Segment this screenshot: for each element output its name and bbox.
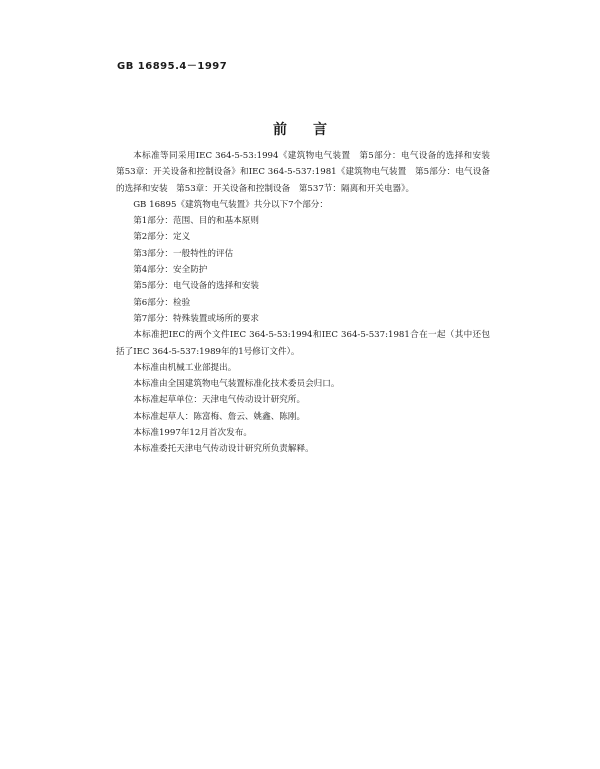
list-item: 第4部分：安全防护 xyxy=(133,265,208,276)
list-item: 第5部分：电气设备的选择和安装 xyxy=(133,281,259,292)
drafters: 本标准起草人：陈富梅、詹云、姚鑫、陈刚。 xyxy=(133,411,306,422)
proposed-by: 本标准由机械工业部提出。 xyxy=(133,362,237,373)
interpretation: 本标准委托天津电气传动设计研究所负责解释。 xyxy=(133,444,314,455)
drafting-unit: 本标准起草单位：天津电气传动设计研究所。 xyxy=(133,395,306,406)
list-item: 第2部分：定义 xyxy=(133,232,191,243)
first-issue: 本标准1997年12月首次发布。 xyxy=(133,428,252,439)
list-item: 第6部分：检验 xyxy=(133,297,191,308)
standard-number: GB 16895.4－1997 xyxy=(117,61,228,72)
series-intro: GB 16895《建筑物电气装置》共分以下7个部分： xyxy=(133,199,328,210)
list-item: 第3部分：一般特性的评估 xyxy=(133,248,234,259)
list-item: 第1部分：范围、目的和基本原则 xyxy=(133,216,259,227)
centralized-by: 本标准由全国建筑物电气装置标准化技术委员会归口。 xyxy=(133,379,340,390)
preface-title: 前言 xyxy=(273,122,353,138)
parts-list xyxy=(116,213,490,327)
intro-paragraph: 本标准等同采用IEC 364-5-53:1994《建筑物电气装置 第5部分：电气设备的选择和安装 第53章：开关设备和控制设备》和IEC 364-5-537:1981《建筑物电气装置 第5部分：电气设备的选择和安装 第53章：开关设备和控制设备 第537节：隔离和开关电器》。 xyxy=(116,151,499,194)
preface-body xyxy=(116,148,499,458)
list-item: 第7部分：特殊装置或场所的要求 xyxy=(133,313,259,324)
merge-note: 本标准把IEC的两个文件IEC 364-5-53:1994和IEC 364-5-537:1981合在一起（其中还包括了IEC 364-5-537:1989年的1号修订文件）。 xyxy=(116,330,490,357)
